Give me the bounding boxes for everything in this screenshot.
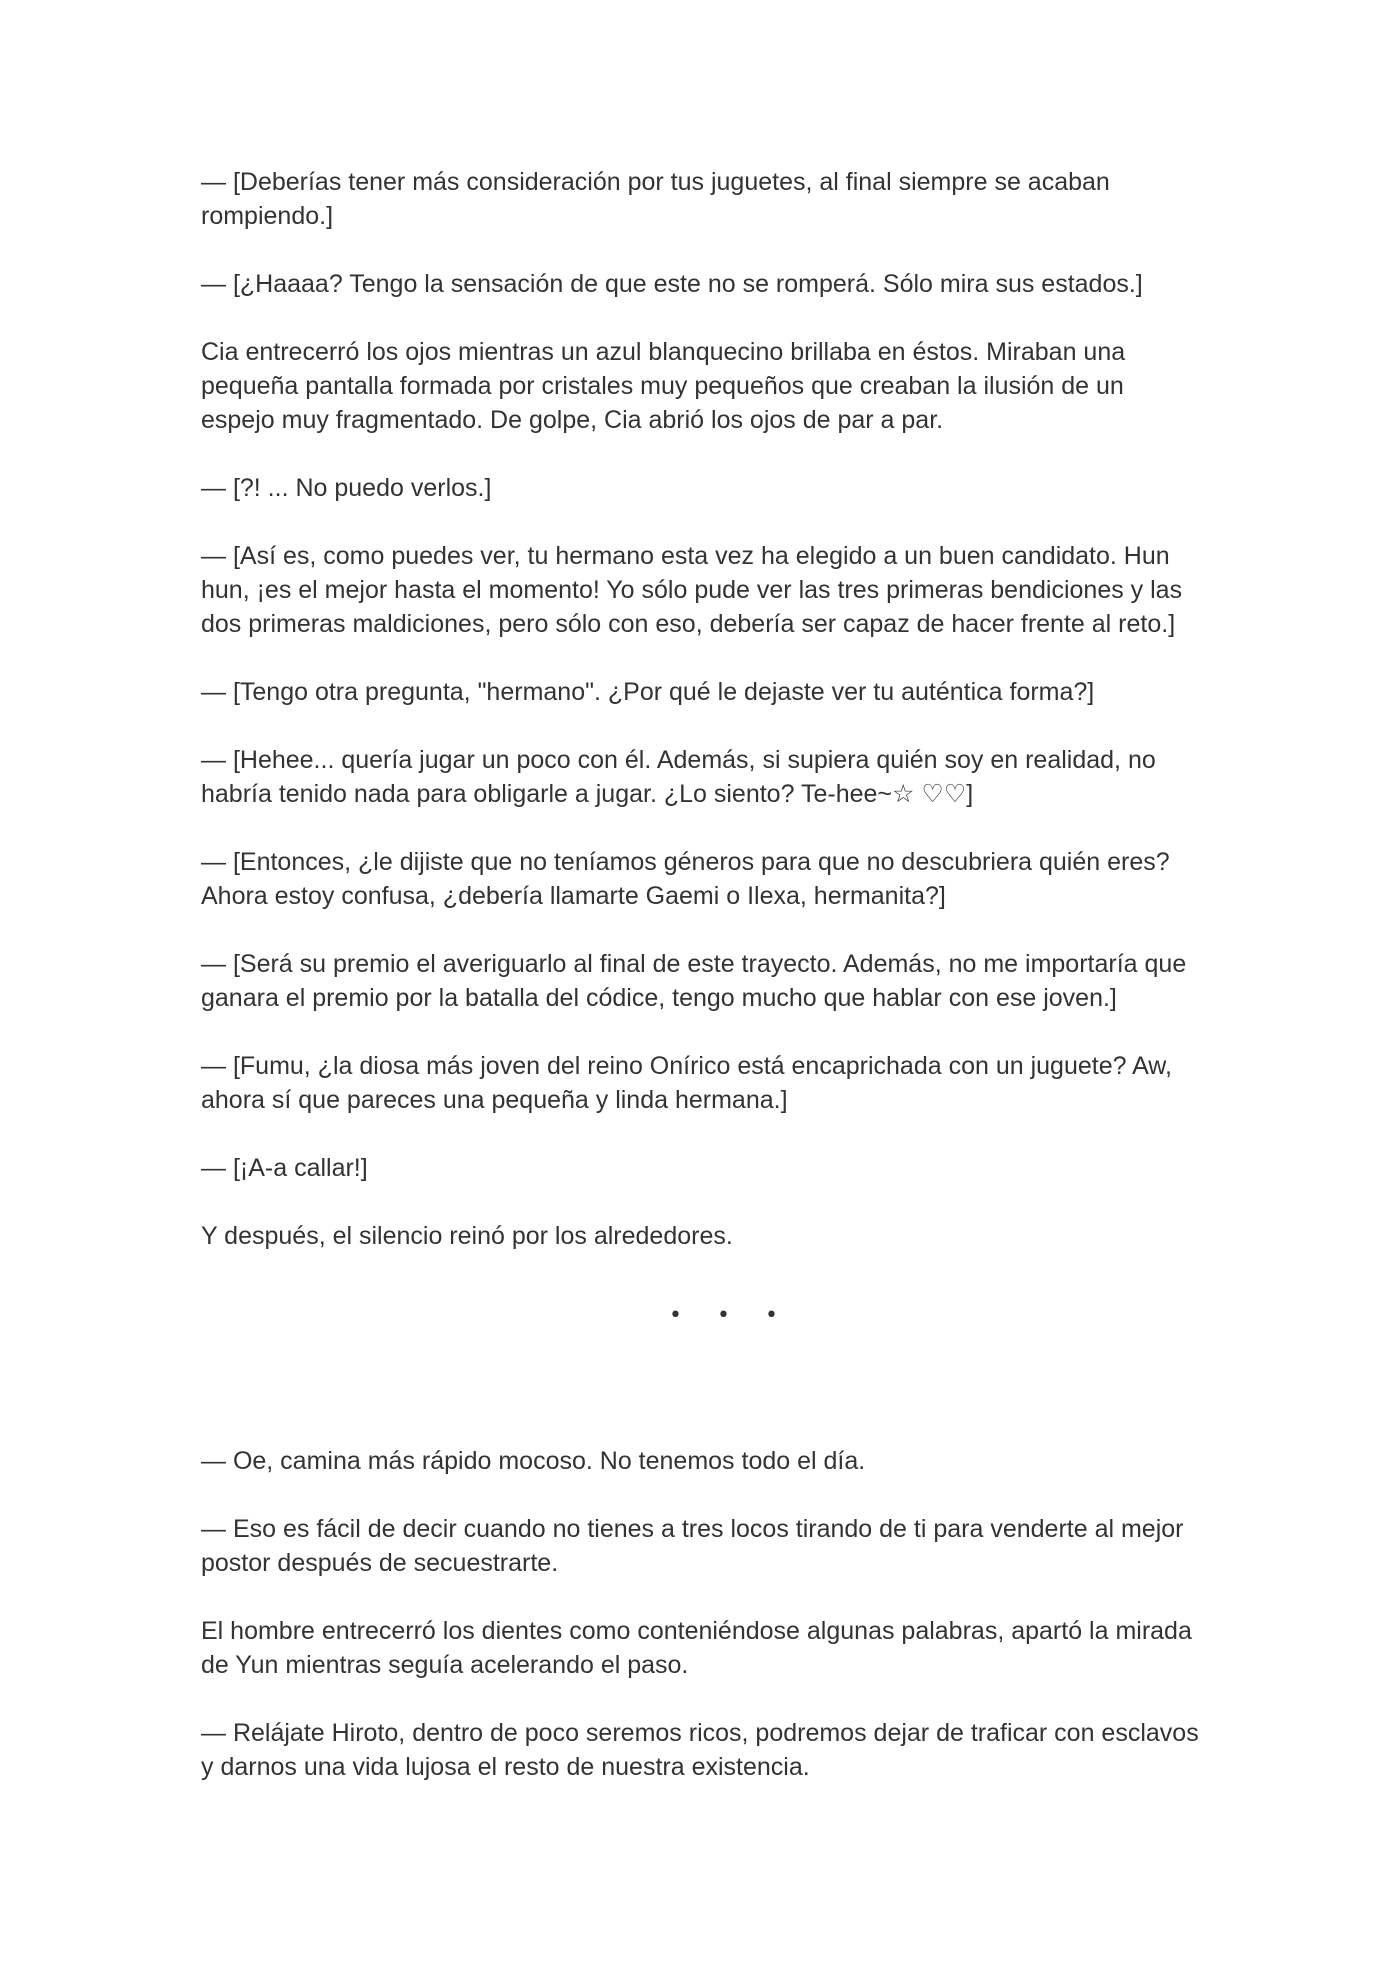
paragraph: — [Será su premio el averiguarlo al final de este trayecto. Además, no me importaría que ganara el premio por la batalla del códice, tengo mucho que hablar con ese joven.] bbox=[201, 950, 1187, 1012]
paragraph: — Relájate Hiroto, dentro de poco seremos ricos, podremos dejar de traficar con esclavos y darnos una vida lujosa el resto de nuestra existencia. bbox=[201, 1719, 1199, 1781]
paragraph: — [¡A-a callar!] bbox=[201, 1154, 368, 1182]
scene-separator bbox=[201, 1287, 1201, 1382]
paragraph: — Eso es fácil de decir cuando no tienes a tres locos tirando de ti para venderte al mejor postor después de secuestrarte. bbox=[201, 1515, 1184, 1577]
document-body bbox=[201, 165, 1201, 1818]
paragraph: — [Fumu, ¿la diosa más joven del reino Onírico está encaprichada con un juguete? Aw, ahora sí que pareces una pequeña y linda hermana.] bbox=[201, 1052, 1172, 1114]
paragraph: El hombre entrecerró los dientes como conteniéndose algunas palabras, apartó la mirada de Yun mientras seguía acelerando el paso. bbox=[201, 1617, 1192, 1679]
paragraph: — [Hehee... quería jugar un poco con él. Además, si supiera quién soy en realidad, no habría tenido nada para obligarle a jugar. ¿Lo siento? Te-hee~☆ ♡♡] bbox=[201, 746, 1156, 808]
separator-dots: • • • bbox=[669, 1303, 792, 1328]
paragraph: — [¿Haaaa? Tengo la sensación de que este no se romperá. Sólo mira sus estados.] bbox=[201, 270, 1143, 298]
paragraph: — [Así es, como puedes ver, tu hermano esta vez ha elegido a un buen candidato. Hun hun, ¡es el mejor hasta el momento! Yo sólo pude ver las tres primeras bendiciones y las dos primeras maldiciones, pero sólo con eso, debería ser capaz de hacer frente al reto.] bbox=[201, 542, 1183, 638]
paragraph: Cia entrecerró los ojos mientras un azul blanquecino brillaba en éstos. Miraban una pequeña pantalla formada por cristales muy pequeños que creaban la ilusión de un espejo muy fragmentado. De golpe, Cia abrió los ojos de par a par. bbox=[201, 338, 1126, 434]
paragraph: — Oe, camina más rápido mocoso. No tenemos todo el día. bbox=[201, 1447, 866, 1475]
paragraph: — [Deberías tener más consideración por tus juguetes, al final siempre se acaban rompiendo.] bbox=[201, 168, 1110, 230]
paragraph: — [Tengo otra pregunta, "hermano". ¿Por qué le dejaste ver tu auténtica forma?] bbox=[201, 678, 1095, 706]
paragraph: Y después, el silencio reinó por los alrededores. bbox=[201, 1222, 733, 1250]
paragraph: — [Entonces, ¿le dijiste que no teníamos géneros para que no descubriera quién eres? Ahora estoy confusa, ¿debería llamarte Gaemi o Ilexa, hermanita?] bbox=[201, 848, 1170, 910]
paragraph: — [?! ... No puedo verlos.] bbox=[201, 474, 492, 502]
